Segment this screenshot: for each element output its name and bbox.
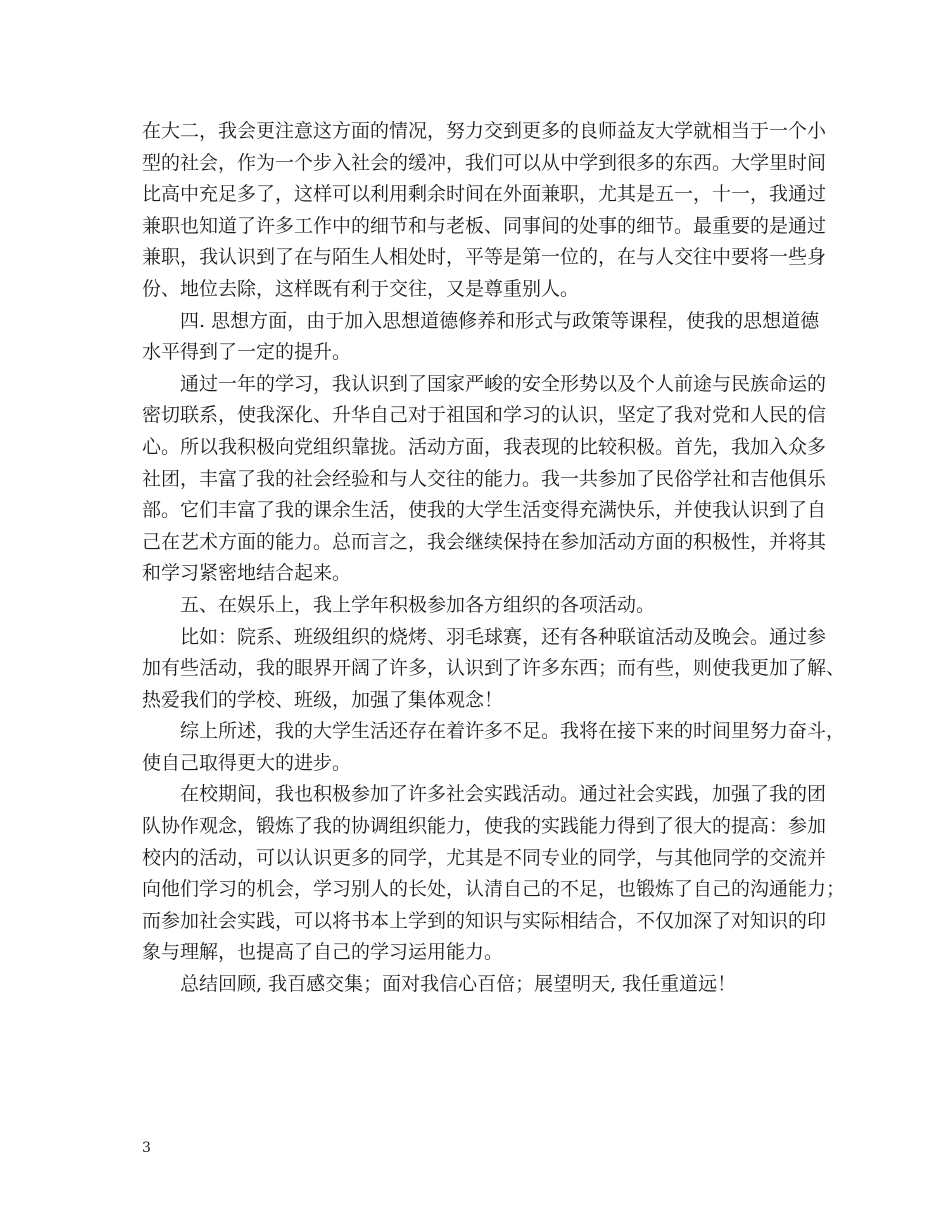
text-line: 部。它们丰富了我的课余生活，使我的大学生活变得充满快乐，并使我认识到了自 [142,499,827,522]
document-body [142,116,846,1001]
text-line: 而参加社会实践，可以将书本上学到的知识与实际相结合，不仅加深了对知识的印 [142,909,827,932]
paragraph [142,369,827,590]
text-line: 和学习紧密地结合起来。 [142,562,352,585]
text-line: 四. 思想方面，由于加入思想道德修养和形式与政策等课程，使我的思想道德 [180,309,820,332]
text-line: 通过一年的学习，我认识到了国家严峻的安全形势以及个人前途与民族命运的 [180,372,827,395]
text-line: 综上所述，我的大学生活还存在着许多不足。我将在接下来的时间里努力奋斗， [180,720,846,743]
text-line: 兼职也知道了许多工作中的细节和与老板、同事间的处事的细节。最重要的是通过 [142,214,827,237]
text-line: 五、在娱乐上，我上学年积极参加各方组织的各项活动。 [180,593,656,616]
paragraph [142,779,846,969]
text-line: 在校期间，我也积极参加了许多社会实践活动。通过社会实践，加强了我的团 [180,783,827,806]
page-number: 3 [142,1140,151,1156]
text-line: 社团，丰富了我的社会经验和与人交往的能力。我一共参加了民俗学社和吉他俱乐 [142,467,827,490]
text-line: 使自己取得更大的进步。 [142,751,352,774]
paragraph [142,116,827,306]
paragraph [142,716,846,779]
text-line: 向他们学习的机会，学习别人的长处，认清自己的不足，也锻炼了自己的沟通能力； [142,878,846,901]
text-line: 热爱我们的学校、班级，加强了集体观念！ [142,688,504,711]
text-line: 总结回顾, 我百感交集；面对我信心百倍；展望明天, 我任重道远！ [180,973,737,996]
text-line: 比高中充足多了，这样可以利用剩余时间在外面兼职，尤其是五一，十一，我通过 [142,183,827,206]
text-line: 队协作观念，锻炼了我的协调组织能力，使我的实践能力得到了很大的提高：参加 [142,815,827,838]
text-line: 校内的活动，可以认识更多的同学，尤其是不同专业的同学，与其他同学的交流并 [142,846,827,869]
text-line: 象与理解，也提高了自己的学习运用能力。 [142,941,504,964]
text-line: 份、地位去除，这样既有利于交往，又是尊重别人。 [142,277,580,300]
text-line: 在大二，我会更注意这方面的情况，努力交到更多的良师益友大学就相当于一个小 [142,120,827,142]
text-line: 己在艺术方面的能力。总而言之，我会继续保持在参加活动方面的积极性，并将其 [142,530,827,553]
text-line: 型的社会，作为一个步入社会的缓冲，我们可以从中学到很多的东西。大学里时间 [142,151,827,174]
paragraph [142,622,846,717]
text-line: 比如：院系、班级组织的烧烤、羽毛球赛，还有各种联谊活动及晚会。通过参 [180,625,827,648]
paragraph [142,306,822,369]
text-line: 兼职，我认识到了在与陌生人相处时，平等是第一位的，在与人交往中要将一些身 [142,246,827,269]
text-line: 心。所以我积极向党组织靠拢。活动方面，我表现的比较积极。首先，我加入众多 [142,435,827,458]
text-line: 密切联系，使我深化、升华自己对于祖国和学习的认识，坚定了我对党和人民的信 [142,404,827,427]
text-line: 加有些活动，我的眼界开阔了许多，认识到了许多东西；而有些，则使我更加了解、 [142,657,846,680]
paragraph [142,969,822,1001]
paragraph [142,590,822,622]
text-line: 水平得到了一定的提升。 [142,341,352,364]
